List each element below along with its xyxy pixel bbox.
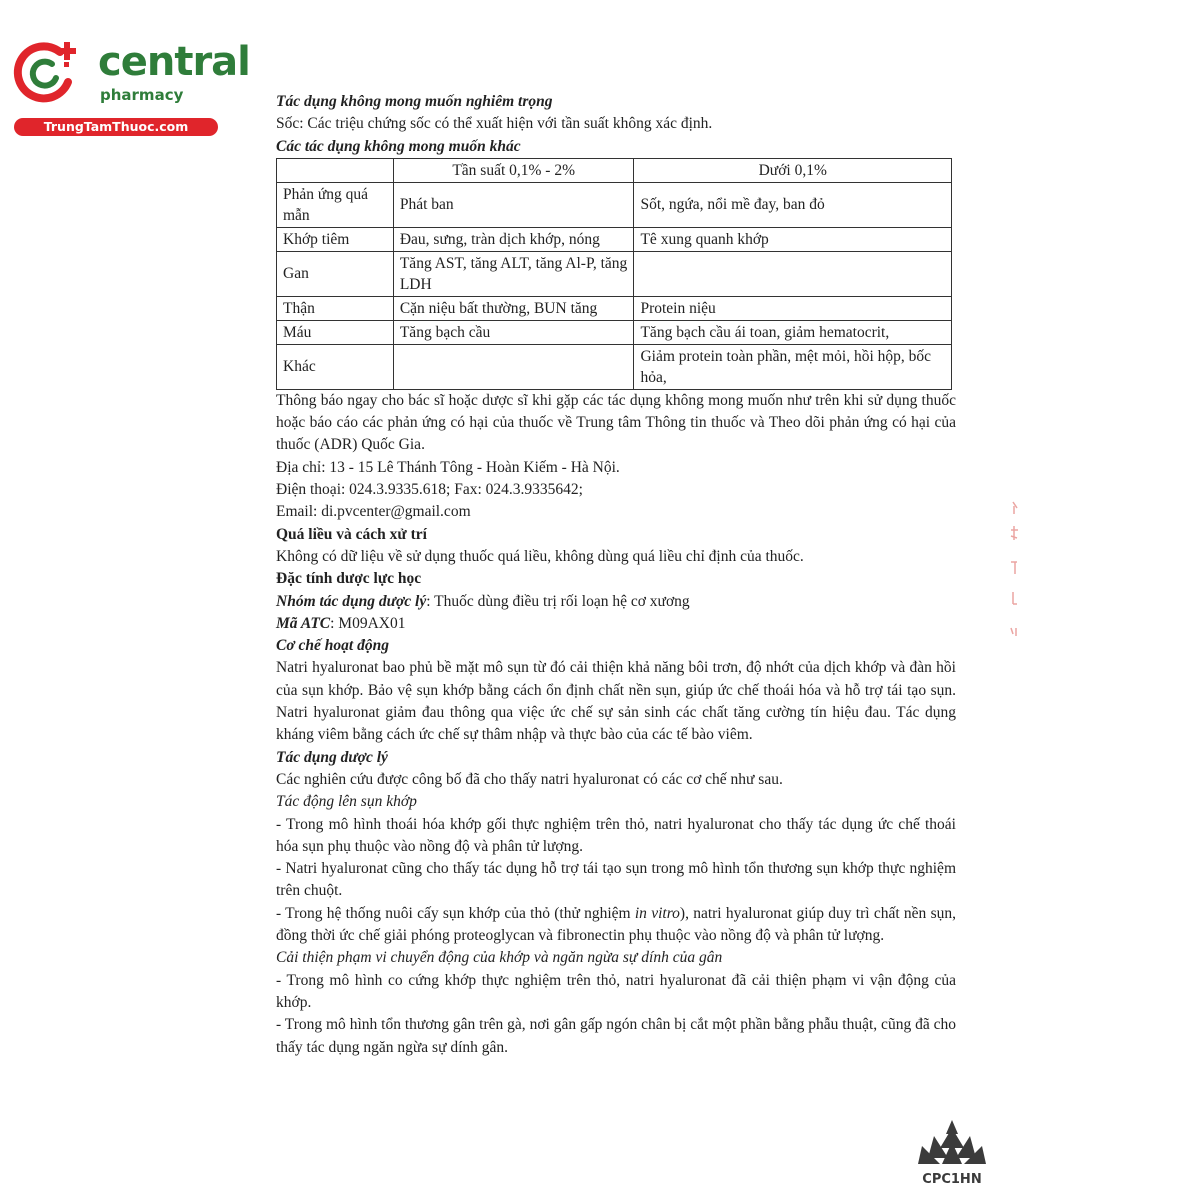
table-cell: Giảm protein toàn phần, mệt mỏi, hồi hộp, bốc hỏa,	[634, 344, 952, 389]
pharmacology-heading: Tác dụng dược lý	[276, 748, 388, 766]
table-cell: Phản ứng quá mẫn	[277, 182, 394, 227]
cartilage-point-3-a: - Trong hệ thống nuôi cấy sụn khớp của thỏ (thử nghiệm	[276, 904, 635, 922]
table-row	[277, 182, 952, 227]
table-cell: Tăng bạch cầu	[393, 320, 634, 344]
table-cell: Sốt, ngứa, nổi mề đay, ban đỏ	[634, 182, 952, 227]
pharmacodynamics-heading: Đặc tính dược lực học	[276, 570, 422, 588]
cartilage-point-3	[276, 903, 956, 948]
phone-text: Điện thoại: 024.3.9335.618; Fax: 024.3.9335642;	[276, 481, 583, 499]
table-cell: Khác	[277, 344, 394, 389]
table-row	[277, 296, 952, 320]
cartilage-point-3-b: ), natri hyaluronat giúp duy trì chất nền sụn, đồng thời ức chế giải phóng proteoglycan và fibronectin phụ thuộc vào nồng độ và phân tử lượng.	[276, 904, 956, 945]
group-value: : Thuốc dùng điều trị rối loạn hệ cơ xương	[426, 592, 690, 610]
cpc1hn-lotus-icon	[914, 1118, 990, 1168]
table-header-cell	[277, 158, 394, 182]
central-pharmacy-logo-icon	[10, 38, 82, 110]
table-cell: Phát ban	[393, 182, 634, 227]
email-link[interactable]: Email: di.pvcenter@gmail.com	[276, 503, 471, 521]
table-cell: Gan	[277, 251, 394, 296]
motion-point-1: - Trong mô hình co cứng khớp thực nghiệm trên thỏ, natri hyaluronat đã cải thiện phạm vi vận động của khớp.	[276, 971, 956, 1011]
table-cell: Máu	[277, 320, 394, 344]
atc-label: Mã ATC	[276, 614, 331, 632]
table-row	[277, 251, 952, 296]
table-cell: Protein niệu	[634, 296, 952, 320]
mechanism-heading: Cơ chế hoạt động	[276, 637, 389, 655]
margin-marks-decoration	[1005, 500, 1025, 650]
other-effects-heading: Các tác dụng không mong muốn khác	[276, 137, 521, 155]
cpc1hn-logo	[914, 1118, 990, 1187]
table-cell: Thận	[277, 296, 394, 320]
cartilage-point-2: - Natri hyaluronat cũng cho thấy tác dụng hỗ trợ tái tạo sụn trong mô hình tổn thương sụn khớp thực nghiệm trên chuột.	[276, 860, 956, 900]
table-header-cell: Tần suất 0,1% - 2%	[393, 158, 634, 182]
table-cell: Tăng bạch cầu ái toan, giảm hematocrit,	[634, 320, 952, 344]
table-header-row	[277, 158, 952, 182]
report-text: Thông báo ngay cho bác sĩ hoặc dược sĩ khi gặp các tác dụng không mong muốn như trên khi sử dụng thuốc hoặc báo cáo các phản ứng có hại của thuốc về Trung tâm Thông tin thuốc và Theo dõi phản ứng có hại của thuốc (ADR) Quốc Gia.	[276, 391, 956, 454]
overdose-heading: Quá liều và cách xử trí	[276, 525, 427, 543]
table-cell: Tăng AST, tăng ALT, tăng Al-P, tăng LDH	[393, 251, 634, 296]
logo-name: central	[98, 39, 250, 85]
table-row	[277, 320, 952, 344]
shock-text: Sốc: Các triệu chứng sốc có thể xuất hiện với tần suất không xác định.	[276, 115, 713, 133]
table-cell	[634, 251, 952, 296]
cartilage-point-1: - Trong mô hình thoái hóa khớp gối thực nghiệm trên thỏ, natri hyaluronat cho thấy tác dụng ức chế thoái hóa sụn phụ thuộc vào nồng độ và phân tử lượng.	[276, 815, 956, 855]
address-text: Địa chỉ: 13 - 15 Lê Thánh Tông - Hoàn Kiếm - Hà Nội.	[276, 458, 620, 476]
logo-subtitle: pharmacy	[100, 86, 184, 104]
motion-point-2: - Trong mô hình tổn thương gân trên gà, nơi gân gấp ngón chân bị cắt một phần bằng phẫu thuật, cũng đã cho thấy tác dụng ngăn ngừa sự dính gân.	[276, 1016, 956, 1056]
table-cell: Cặn niệu bất thường, BUN tăng	[393, 296, 634, 320]
table-cell	[393, 344, 634, 389]
pharmacologic-group	[276, 591, 956, 613]
mechanism-text: Natri hyaluronat bao phủ bề mặt mô sụn từ đó cải thiện khả năng bôi trơn, độ nhớt của dịch khớp và đàn hồi của sụn khớp. Bảo vệ sụn khớp bằng cách ổn định chất nền sụn, giúp ức chế thoái hóa và hỗ trợ tái tạo sụn. Natri hyaluronat giảm đau thông qua việc ức chế sự sản sinh các chất tăng cường tín hiệu đau. Tác dụng kháng viêm bằng cách ức chế sự thâm nhập và thực bào của các tế bào viêm.	[276, 659, 956, 744]
table-cell: Khớp tiêm	[277, 227, 394, 251]
group-label: Nhóm tác dụng dược lý	[276, 592, 427, 610]
overdose-text: Không có dữ liệu về sử dụng thuốc quá liều, không dùng quá liều chỉ định của thuốc.	[276, 547, 804, 565]
motion-heading: Cải thiện phạm vi chuyển động của khớp và ngăn ngừa sự dính của gân	[276, 949, 723, 967]
table-row	[277, 227, 952, 251]
serious-effects-heading: Tác dụng không mong muốn nghiêm trọng	[276, 93, 553, 110]
pharmacology-intro: Các nghiên cứu được công bố đã cho thấy natri hyaluronat có các cơ chế như sau.	[276, 770, 783, 788]
atc-value: : M09AX01	[330, 614, 406, 632]
cartilage-heading: Tác động lên sụn khớp	[276, 793, 417, 811]
table-row	[277, 344, 952, 389]
central-pharmacy-logo[interactable]	[10, 38, 250, 138]
adverse-effects-table	[276, 158, 952, 390]
atc-code	[276, 613, 956, 635]
table-cell: Tê xung quanh khớp	[634, 227, 952, 251]
in-vitro-term: in vitro	[634, 904, 680, 922]
table-cell: Đau, sưng, tràn dịch khớp, nóng	[393, 227, 634, 251]
cpc1hn-logo-text: CPC1HN	[922, 1172, 982, 1187]
document-body	[276, 91, 956, 1059]
logo-website-link[interactable]: TrungTamThuoc.com	[14, 118, 218, 136]
table-header-cell: Dưới 0,1%	[634, 158, 952, 182]
